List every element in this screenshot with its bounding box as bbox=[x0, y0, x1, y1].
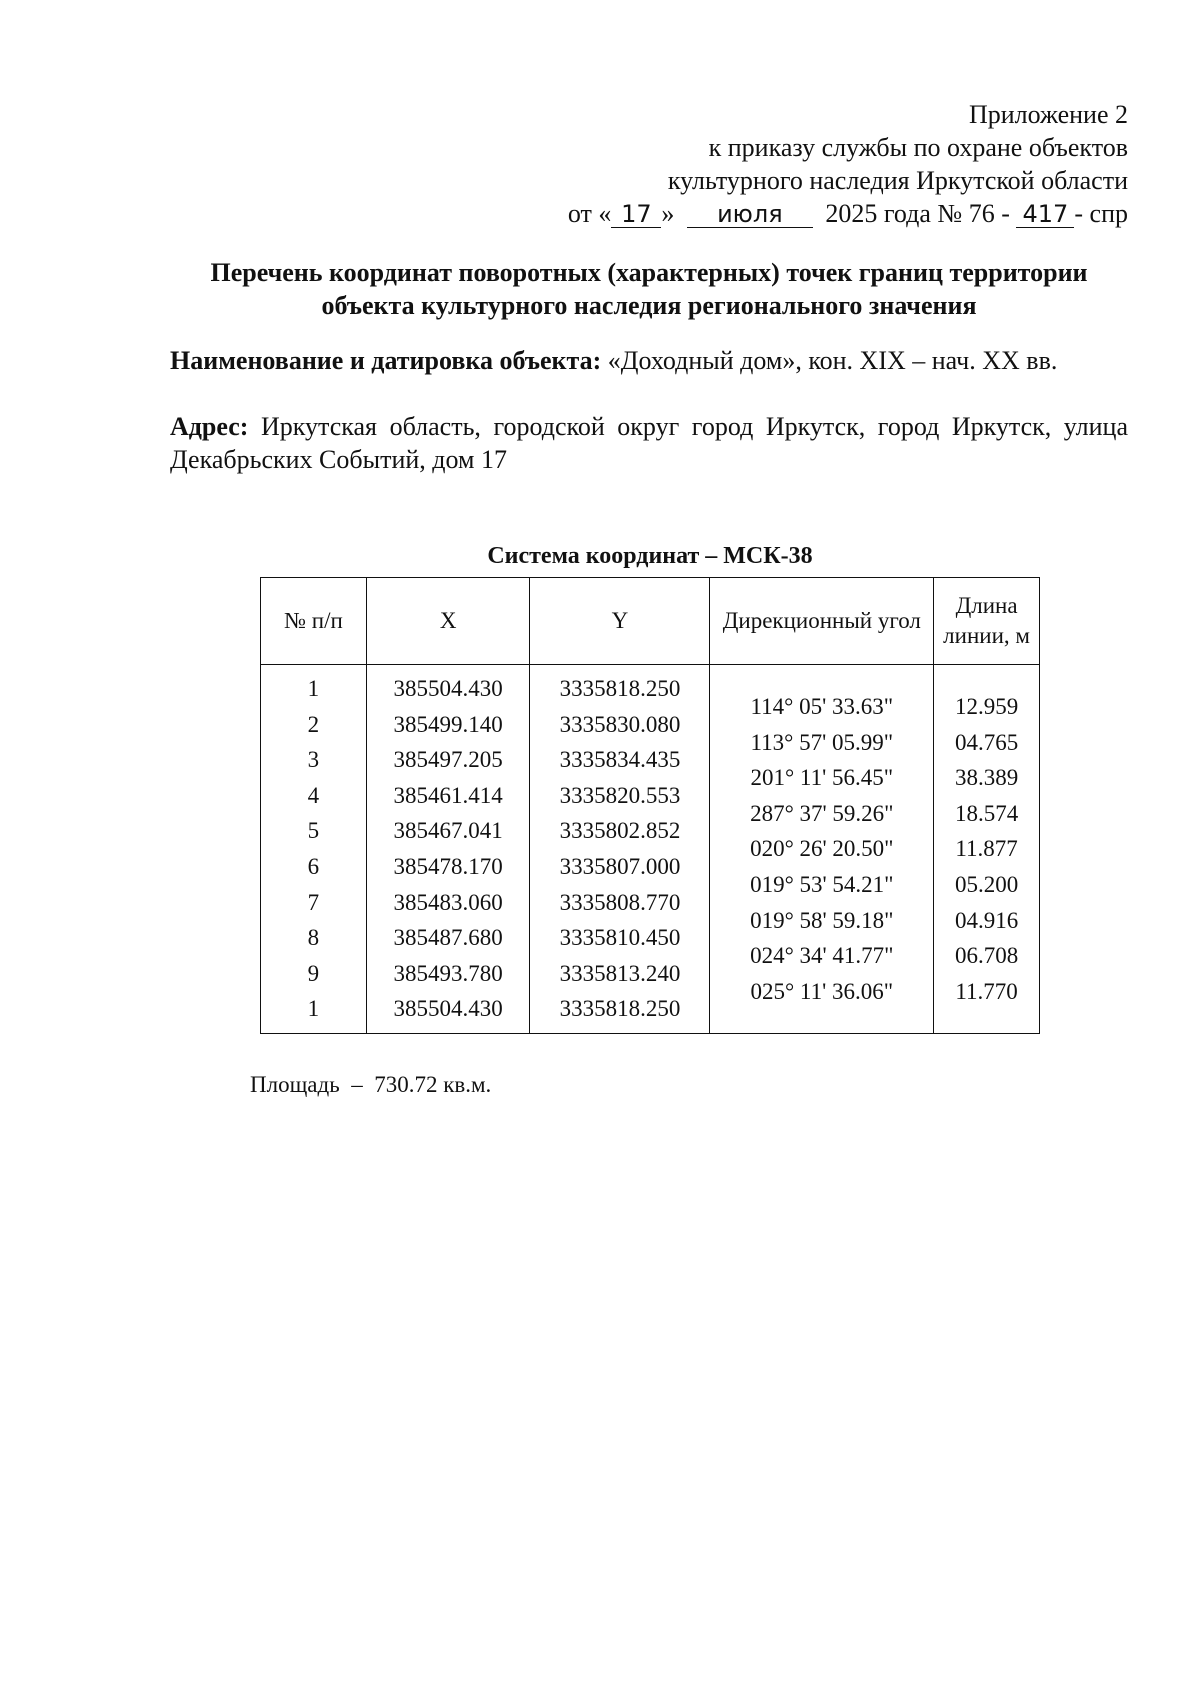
angle-value: 024° 34' 41.77" bbox=[750, 943, 894, 969]
y-value: 3335834.435 bbox=[559, 747, 681, 773]
length-value: 11.770 bbox=[955, 978, 1018, 1004]
object-address-label: Адрес: bbox=[170, 412, 249, 441]
angle-value: 113° 57' 05.99" bbox=[750, 729, 894, 755]
length-value: 38.389 bbox=[954, 765, 1019, 791]
point-number: 7 bbox=[307, 889, 320, 915]
appendix-order-line: к приказу службы по охране объектов bbox=[708, 133, 1128, 162]
order-number-handwritten: 417 bbox=[1016, 201, 1074, 228]
point-number: 1 bbox=[307, 676, 320, 701]
y-value: 3335802.852 bbox=[559, 818, 681, 844]
date-close-quote: » bbox=[661, 199, 675, 228]
y-list bbox=[530, 671, 709, 1027]
point-number: 6 bbox=[307, 853, 320, 879]
table-body-row bbox=[261, 665, 1040, 1034]
x-value: 385497.205 bbox=[393, 747, 503, 773]
point-number: 1 bbox=[307, 996, 320, 1022]
x-value: 385478.170 bbox=[393, 853, 503, 879]
point-number: 4 bbox=[307, 782, 320, 808]
header-y: Y bbox=[530, 578, 710, 665]
object-name-label: Наименование и датировка объекта: bbox=[170, 346, 602, 375]
angle-value: 020° 26' 20.50" bbox=[750, 836, 894, 862]
length-value: 11.877 bbox=[955, 836, 1018, 862]
x-value: 385504.430 bbox=[393, 676, 503, 701]
point-number: 9 bbox=[307, 960, 320, 986]
point-number: 3 bbox=[307, 747, 320, 773]
date-month-handwritten: июля bbox=[687, 201, 813, 228]
x-value: 385461.414 bbox=[393, 782, 503, 808]
y-value: 3335807.000 bbox=[559, 853, 681, 879]
point-number: 5 bbox=[307, 818, 320, 844]
object-name-value: «Доходный дом», кон. XIX – нач. XX вв. bbox=[607, 346, 1058, 375]
date-year-number: 2025 года № 76 - bbox=[825, 199, 1010, 228]
angle-list bbox=[710, 671, 933, 1009]
area-label: Площадь bbox=[250, 1072, 340, 1097]
angle-value: 025° 11' 36.06" bbox=[750, 978, 894, 1004]
object-name-paragraph bbox=[170, 344, 1128, 377]
x-value: 385467.041 bbox=[393, 818, 503, 844]
date-day-handwritten: 17 bbox=[611, 201, 661, 228]
table-header-row bbox=[261, 578, 1040, 665]
y-value: 3335813.240 bbox=[559, 960, 681, 986]
num-list bbox=[261, 671, 366, 1027]
angle-value: 201° 11' 56.45" bbox=[750, 765, 894, 791]
y-value: 3335810.450 bbox=[559, 925, 681, 951]
y-value: 3335820.553 bbox=[559, 782, 681, 808]
x-list bbox=[367, 671, 530, 1027]
point-number: 2 bbox=[307, 711, 320, 737]
y-value: 3335808.770 bbox=[559, 889, 681, 915]
column-length bbox=[934, 665, 1040, 1034]
length-value: 18.574 bbox=[954, 800, 1019, 826]
x-value: 385499.140 bbox=[393, 711, 503, 737]
area-value: 730.72 кв.м. bbox=[374, 1072, 492, 1097]
angle-value: 019° 58' 59.18" bbox=[750, 907, 894, 933]
appendix-title: Приложение 2 bbox=[968, 100, 1128, 129]
point-number: 8 bbox=[307, 925, 320, 951]
header-num: № п/п bbox=[261, 578, 367, 665]
appendix-authority-line: культурного наследия Иркутской области bbox=[667, 166, 1128, 195]
appendix-block bbox=[428, 98, 1128, 230]
column-y bbox=[530, 665, 710, 1034]
column-num bbox=[261, 665, 367, 1034]
length-value: 04.765 bbox=[954, 729, 1019, 755]
document-title: Перечень координат поворотных (характерных) точек границ территории объекта культурного наследия регионального значения bbox=[210, 258, 1088, 320]
table-caption: Система координат – МСК-38 bbox=[487, 543, 813, 569]
x-value: 385493.780 bbox=[393, 960, 503, 986]
angle-value: 287° 37' 59.26" bbox=[750, 800, 894, 826]
area-line bbox=[250, 1072, 491, 1098]
header-angle: Дирекционный угол bbox=[710, 578, 934, 665]
y-value: 3335830.080 bbox=[559, 711, 681, 737]
object-address-paragraph bbox=[170, 410, 1128, 476]
angle-value: 114° 05' 33.63" bbox=[750, 694, 894, 719]
length-value: 12.959 bbox=[954, 694, 1019, 719]
column-angle bbox=[710, 665, 934, 1034]
date-prefix: от « bbox=[567, 199, 612, 228]
y-value: 3335818.250 bbox=[559, 996, 681, 1022]
area-dash: – bbox=[351, 1072, 363, 1097]
coordinates-table bbox=[260, 577, 1040, 1034]
x-value: 385504.430 bbox=[393, 996, 503, 1022]
header-length: Длина линии, м bbox=[934, 578, 1040, 665]
header-x: X bbox=[366, 578, 530, 665]
length-value: 04.916 bbox=[954, 907, 1019, 933]
x-value: 385483.060 bbox=[393, 889, 503, 915]
length-value: 06.708 bbox=[954, 943, 1019, 969]
column-x bbox=[366, 665, 530, 1034]
appendix-date-line bbox=[428, 197, 1128, 230]
length-list bbox=[934, 671, 1039, 1009]
object-address-value: Иркутская область, городской округ город Иркутск, город Иркутск, улица Декабрьских Событий, дом 17 bbox=[170, 412, 1129, 474]
length-value: 05.200 bbox=[954, 871, 1019, 897]
x-value: 385487.680 bbox=[393, 925, 503, 951]
y-value: 3335818.250 bbox=[559, 676, 681, 701]
order-suffix: - спр bbox=[1074, 199, 1128, 228]
angle-value: 019° 53' 54.21" bbox=[750, 871, 894, 897]
